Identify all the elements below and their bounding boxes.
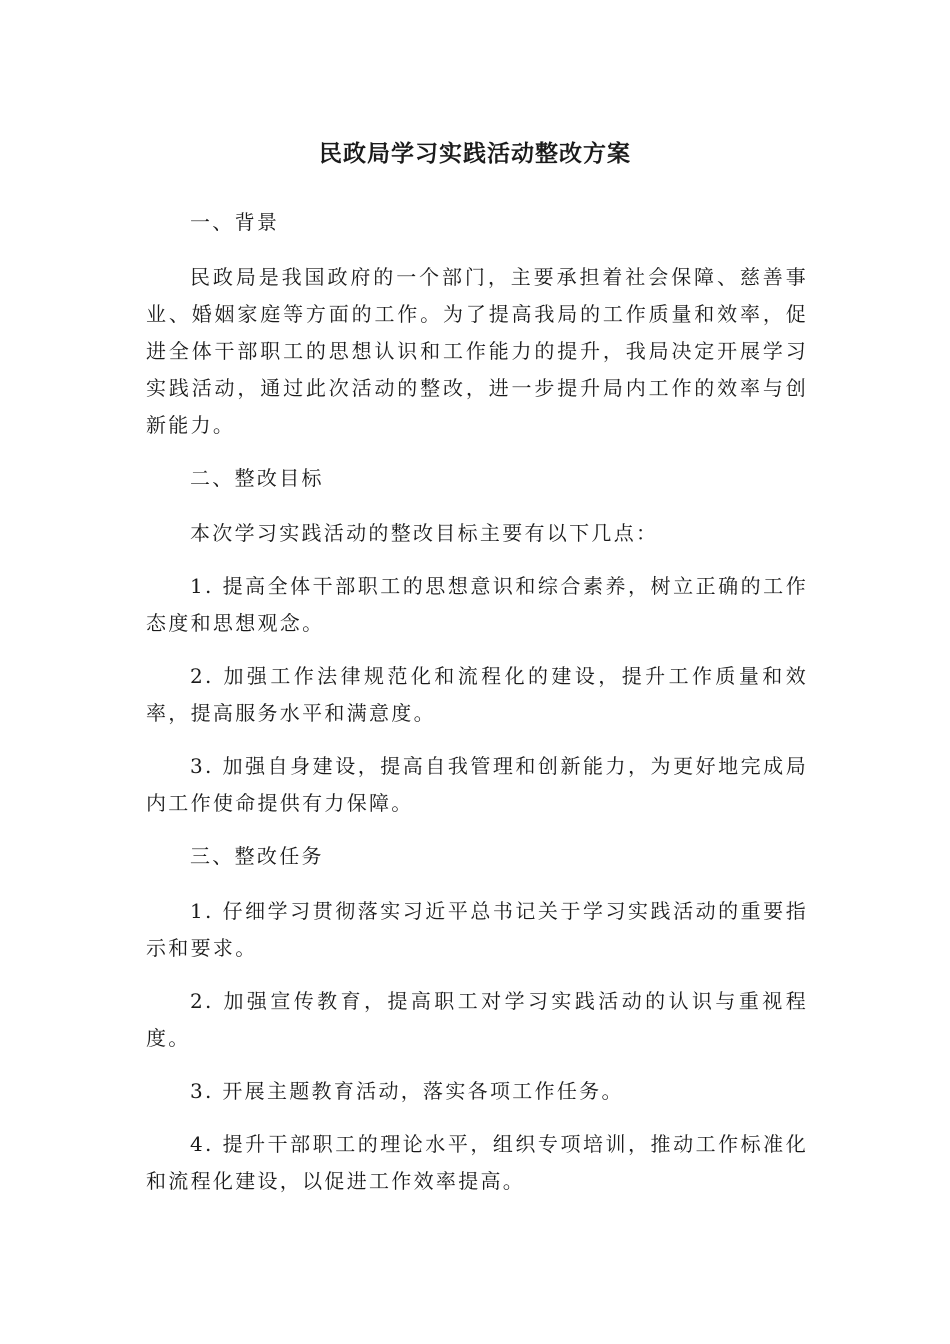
document-title: 民政局学习实践活动整改方案 [319, 141, 631, 167]
section-heading-goals: 二、整改目标 [190, 466, 324, 490]
section-heading-background: 一、背景 [190, 210, 280, 234]
task-item-3: 3. 开展主题教育活动，落实各项工作任务。 [190, 1079, 624, 1103]
task-item-2: 2. 加强宣传教育，提高职工对学习实践活动的认识与重视程度。 [146, 989, 808, 1050]
goal-item-1: 1. 提高全体干部职工的思想意识和综合素养，树立正确的工作态度和思想观念。 [146, 574, 808, 635]
background-paragraph: 民政局是我国政府的一个部门，主要承担着社会保障、慈善事业、婚姻家庭等方面的工作。为了提高我局的工作质量和效率，促进全体干部职工的思想认识和工作能力的提升，我局决定开展学习实践活动，通过此次活动的整改，进一步提升局内工作的效率与创新能力。 [146, 265, 808, 437]
section-heading-tasks: 三、整改任务 [190, 844, 324, 868]
task-item-1: 1. 仔细学习贯彻落实习近平总书记关于学习实践活动的重要指示和要求。 [146, 899, 808, 960]
goal-item-2: 2. 加强工作法律规范化和流程化的建设，提升工作质量和效率，提高服务水平和满意度。 [146, 664, 808, 725]
document-body [146, 204, 808, 1216]
task-item-4: 4. 提升干部职工的理论水平，组织专项培训，推动工作标准化和流程化建设，以促进工作效率提高。 [146, 1132, 808, 1193]
goals-intro: 本次学习实践活动的整改目标主要有以下几点： [190, 521, 659, 545]
goal-item-3: 3. 加强自身建设，提高自我管理和创新能力，为更好地完成局内工作使命提供有力保障。 [146, 754, 808, 815]
